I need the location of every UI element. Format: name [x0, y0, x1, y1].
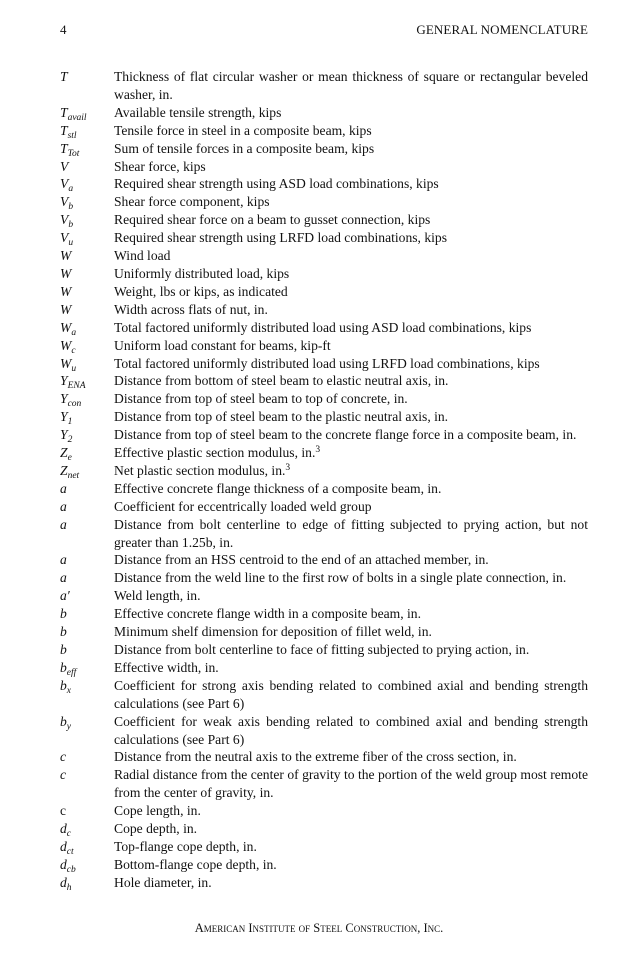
entry-symbol — [60, 444, 114, 462]
nomenclature-entry — [60, 319, 588, 337]
nomenclature-entry — [60, 748, 588, 766]
description-text: Distance from the neutral axis to the extreme fiber of the cross section, in. — [114, 749, 517, 765]
entry-description — [114, 838, 588, 856]
entry-symbol — [60, 677, 114, 713]
symbol-base: Z — [60, 445, 68, 461]
entry-symbol — [60, 68, 114, 104]
symbol-base: c — [60, 749, 67, 765]
nomenclature-entry — [60, 229, 588, 247]
entry-description — [114, 516, 588, 552]
entry-symbol — [60, 104, 114, 122]
description-text: Distance from the weld line to the first row of bolts in a single plate connection, in. — [114, 570, 567, 586]
nomenclature-entry — [60, 498, 588, 516]
entry-symbol — [60, 211, 114, 229]
description-text: Radial distance from the center of gravity to the portion of the weld group most remote from the center of gravity, in. — [114, 767, 588, 801]
entry-description — [114, 408, 588, 426]
symbol-subscript: u — [68, 238, 74, 249]
entry-symbol — [60, 462, 114, 480]
entry-description — [114, 820, 588, 838]
nomenclature-entry — [60, 569, 588, 587]
symbol-base: V — [60, 230, 69, 246]
nomenclature-entry — [60, 874, 588, 892]
entry-symbol — [60, 283, 114, 301]
entry-symbol — [60, 265, 114, 283]
symbol-subscript: e — [67, 453, 72, 464]
entry-description — [114, 551, 588, 569]
description-text: Distance from bottom of steel beam to elastic neutral axis, in. — [114, 373, 449, 389]
entry-symbol — [60, 408, 114, 426]
nomenclature-entry — [60, 247, 588, 265]
symbol-subscript: cb — [66, 864, 76, 875]
description-text: Effective concrete flange width in a composite beam, in. — [114, 606, 422, 622]
publisher-name: American Institute of Steel Construction, Inc. — [194, 921, 444, 935]
entry-description — [114, 462, 588, 480]
description-text: Distance from top of steel beam to the plastic neutral axis, in. — [114, 409, 449, 425]
entry-description — [114, 444, 588, 462]
description-text: Uniformly distributed load, kips — [114, 265, 290, 281]
nomenclature-entry — [60, 355, 588, 373]
running-title: GENERAL NOMENCLATURE — [416, 22, 588, 37]
symbol-subscript: con — [67, 399, 82, 410]
nomenclature-entry — [60, 372, 588, 390]
symbol-subscript: a — [68, 184, 74, 195]
symbol-base: c — [60, 767, 67, 783]
entry-symbol — [60, 193, 114, 211]
symbol-base: d — [60, 821, 67, 837]
nomenclature-entry — [60, 587, 588, 605]
entry-symbol — [60, 301, 114, 319]
symbol-base: Z — [60, 462, 68, 478]
entry-symbol — [60, 319, 114, 337]
entry-symbol — [60, 748, 114, 766]
symbol-subscript: y — [66, 721, 72, 732]
entry-description — [114, 158, 588, 176]
symbol-base: T — [60, 122, 68, 138]
symbol-base: c — [60, 803, 67, 819]
description-text: Coefficient for strong axis bending related to combined axial and bending strength calculations (see Part 6) — [114, 677, 588, 711]
description-superscript: 3 — [285, 462, 291, 473]
entry-symbol — [60, 659, 114, 677]
entry-symbol — [60, 229, 114, 247]
entry-symbol — [60, 551, 114, 569]
symbol-subscript: 2 — [67, 435, 73, 446]
entry-symbol — [60, 247, 114, 265]
entry-symbol — [60, 838, 114, 856]
entry-description — [114, 265, 588, 283]
symbol-base: V — [60, 158, 69, 174]
nomenclature-entry — [60, 677, 588, 713]
nomenclature-entry — [60, 605, 588, 623]
symbol-base: W — [60, 337, 72, 353]
description-text: Coefficient for weak axis bending related to combined axial and bending strength calculations (see Part 6) — [114, 713, 588, 747]
symbol-base: d — [60, 856, 67, 872]
nomenclature-entry — [60, 623, 588, 641]
symbol-base: a — [60, 498, 67, 514]
entry-symbol — [60, 122, 114, 140]
page-number: 4 — [60, 22, 67, 37]
description-text: Effective width, in. — [114, 659, 219, 675]
entry-description — [114, 247, 588, 265]
entry-symbol — [60, 766, 114, 802]
description-text: Shear force, kips — [114, 158, 206, 174]
entry-description — [114, 856, 588, 874]
nomenclature-entry — [60, 211, 588, 229]
entry-description — [114, 104, 588, 122]
entry-description — [114, 355, 588, 373]
symbol-base: V — [60, 194, 69, 210]
description-text: Top-flange cope depth, in. — [114, 838, 257, 854]
entry-description — [114, 390, 588, 408]
nomenclature-entry — [60, 175, 588, 193]
nomenclature-entry — [60, 426, 588, 444]
entry-description — [114, 498, 588, 516]
nomenclature-entry — [60, 158, 588, 176]
description-text: Wind load — [114, 248, 171, 264]
entry-symbol — [60, 569, 114, 587]
nomenclature-entry — [60, 283, 588, 301]
entry-symbol — [60, 337, 114, 355]
entry-symbol — [60, 426, 114, 444]
entry-symbol — [60, 140, 114, 158]
nomenclature-entry — [60, 713, 588, 749]
entry-symbol — [60, 498, 114, 516]
description-text: Required shear strength using ASD load combinations, kips — [114, 176, 439, 192]
entry-description — [114, 68, 588, 104]
symbol-base: b — [60, 677, 67, 693]
nomenclature-entry — [60, 337, 588, 355]
symbol-subscript: c — [66, 829, 72, 840]
entry-description — [114, 802, 588, 820]
symbol-subscript: ct — [66, 846, 74, 857]
entry-symbol — [60, 355, 114, 373]
entry-description — [114, 874, 588, 892]
entry-symbol — [60, 605, 114, 623]
entry-symbol — [60, 856, 114, 874]
entry-description — [114, 480, 588, 498]
symbol-base: a′ — [60, 588, 70, 604]
symbol-subscript: eff — [66, 667, 77, 678]
nomenclature-entry — [60, 444, 588, 462]
nomenclature-entry — [60, 856, 588, 874]
symbol-subscript: a — [71, 327, 77, 338]
nomenclature-entry — [60, 408, 588, 426]
nomenclature-entry — [60, 820, 588, 838]
symbol-base: W — [60, 265, 72, 281]
entry-symbol — [60, 390, 114, 408]
description-text: Bottom-flange cope depth, in. — [114, 856, 277, 872]
description-text: Required shear force on a beam to gusset connection, kips — [114, 212, 431, 228]
entry-description — [114, 140, 588, 158]
entry-symbol — [60, 480, 114, 498]
entry-symbol — [60, 713, 114, 749]
symbol-base: V — [60, 212, 69, 228]
description-text: Sum of tensile forces in a composite beam, kips — [114, 140, 375, 156]
entry-description — [114, 283, 588, 301]
entry-description — [114, 175, 588, 193]
entry-description — [114, 623, 588, 641]
nomenclature-entry — [60, 480, 588, 498]
entry-description — [114, 229, 588, 247]
symbol-base: W — [60, 301, 72, 317]
description-text: Cope length, in. — [114, 803, 201, 819]
description-text: Minimum shelf dimension for deposition of fillet weld, in. — [114, 624, 432, 640]
nomenclature-entry — [60, 551, 588, 569]
description-text: Coefficient for eccentrically loaded weld group — [114, 498, 372, 514]
description-text: Width across flats of nut, in. — [114, 301, 268, 317]
symbol-base: b — [60, 624, 67, 640]
entry-symbol — [60, 372, 114, 390]
nomenclature-entry — [60, 122, 588, 140]
description-text: Weld length, in. — [114, 588, 201, 604]
description-text: Available tensile strength, kips — [114, 104, 282, 120]
entry-description — [114, 677, 588, 713]
description-text: Distance from bolt centerline to face of fitting subjected to prying action, in. — [114, 642, 530, 657]
entry-symbol — [60, 802, 114, 820]
symbol-subscript: u — [71, 363, 77, 374]
nomenclature-entry — [60, 68, 588, 104]
symbol-base: b — [60, 642, 67, 657]
description-text: Distance from top of steel beam to the concrete flange force in a composite beam, in. — [114, 427, 577, 443]
symbol-base: T — [60, 104, 68, 120]
symbol-base: b — [60, 713, 67, 729]
entry-description — [114, 587, 588, 605]
nomenclature-entry — [60, 838, 588, 856]
symbol-subscript: net — [67, 470, 80, 481]
description-text: Uniform load constant for beams, kip-ft — [114, 337, 331, 353]
description-text: Cope depth, in. — [114, 821, 198, 837]
description-text: Total factored uniformly distributed load using ASD load combinations, kips — [114, 319, 532, 335]
entry-description — [114, 301, 588, 319]
entry-symbol — [60, 641, 114, 659]
entry-description — [114, 211, 588, 229]
symbol-base: W — [60, 355, 72, 371]
symbol-subscript: c — [71, 345, 76, 356]
description-text: Shear force component, kips — [114, 194, 270, 210]
description-text: Effective plastic section modulus, in. — [114, 445, 316, 461]
entry-symbol — [60, 874, 114, 892]
entry-symbol — [60, 158, 114, 176]
symbol-subscript: b — [68, 220, 74, 231]
description-text: Distance from top of steel beam to top of concrete, in. — [114, 391, 408, 407]
symbol-base: V — [60, 176, 69, 192]
entry-description — [114, 337, 588, 355]
nomenclature-list — [60, 68, 588, 892]
nomenclature-entry — [60, 802, 588, 820]
entry-description — [114, 605, 588, 623]
page-header — [60, 22, 588, 40]
symbol-base: d — [60, 874, 67, 890]
entry-description — [114, 319, 588, 337]
description-text: Weight, lbs or kips, as indicated — [114, 283, 288, 299]
symbol-base: a — [60, 516, 67, 532]
nomenclature-entry — [60, 193, 588, 211]
entry-description — [114, 659, 588, 677]
entry-description — [114, 569, 588, 587]
nomenclature-entry — [60, 104, 588, 122]
nomenclature-entry — [60, 390, 588, 408]
description-text: Total factored uniformly distributed load using LRFD load combinations, kips — [114, 355, 540, 371]
entry-symbol — [60, 820, 114, 838]
entry-symbol — [60, 516, 114, 552]
symbol-subscript: b — [68, 202, 74, 213]
entry-description — [114, 193, 588, 211]
symbol-base: d — [60, 838, 67, 854]
description-text: Hole diameter, in. — [114, 874, 212, 890]
symbol-subscript: avail — [67, 112, 87, 123]
symbol-base: Y — [60, 427, 68, 443]
symbol-base: T — [60, 69, 68, 84]
symbol-base: b — [60, 606, 67, 622]
page-footer — [0, 921, 638, 936]
symbol-base: a — [60, 552, 67, 568]
nomenclature-entry — [60, 516, 588, 552]
symbol-base: W — [60, 248, 72, 264]
description-text: Distance from an HSS centroid to the end of an attached member, in. — [114, 552, 489, 568]
symbol-subscript: ENA — [67, 381, 86, 392]
nomenclature-entry — [60, 659, 588, 677]
symbol-base: Y — [60, 409, 68, 425]
entry-symbol — [60, 623, 114, 641]
symbol-base: a — [60, 570, 67, 586]
nomenclature-entry — [60, 766, 588, 802]
symbol-base: W — [60, 283, 72, 299]
symbol-subscript: x — [66, 685, 72, 696]
nomenclature-entry — [60, 140, 588, 158]
entry-symbol — [60, 175, 114, 193]
description-text: Distance from bolt centerline to edge of fitting subjected to prying action, but not greater than 1.25b, in. — [114, 516, 588, 550]
entry-description — [114, 748, 588, 766]
nomenclature-entry — [60, 301, 588, 319]
description-text: Required shear strength using LRFD load combinations, kips — [114, 230, 448, 246]
symbol-subscript: 1 — [67, 417, 73, 428]
symbol-base: a — [60, 480, 67, 496]
description-superscript: 3 — [315, 445, 321, 456]
symbol-base: T — [60, 140, 68, 156]
symbol-base: b — [60, 659, 67, 675]
symbol-subscript: h — [66, 882, 72, 893]
description-text: Effective concrete flange thickness of a composite beam, in. — [114, 480, 442, 496]
description-text: Thickness of flat circular washer or mean thickness of square or rectangular beveled washer, in. — [114, 69, 588, 102]
symbol-base: Y — [60, 391, 68, 407]
nomenclature-entry — [60, 462, 588, 480]
description-text: Net plastic section modulus, in. — [114, 462, 286, 478]
entry-description — [114, 122, 588, 140]
entry-description — [114, 641, 588, 659]
nomenclature-entry — [60, 265, 588, 283]
symbol-base: Y — [60, 373, 68, 389]
entry-symbol — [60, 587, 114, 605]
nomenclature-entry — [60, 641, 588, 659]
entry-description — [114, 713, 588, 749]
description-text: Tensile force in steel in a composite beam, kips — [114, 122, 372, 138]
entry-description — [114, 766, 588, 802]
symbol-subscript: stl — [67, 130, 77, 141]
entry-description — [114, 426, 588, 444]
symbol-subscript: Tot — [67, 148, 80, 159]
symbol-base: W — [60, 319, 72, 335]
entry-description — [114, 372, 588, 390]
